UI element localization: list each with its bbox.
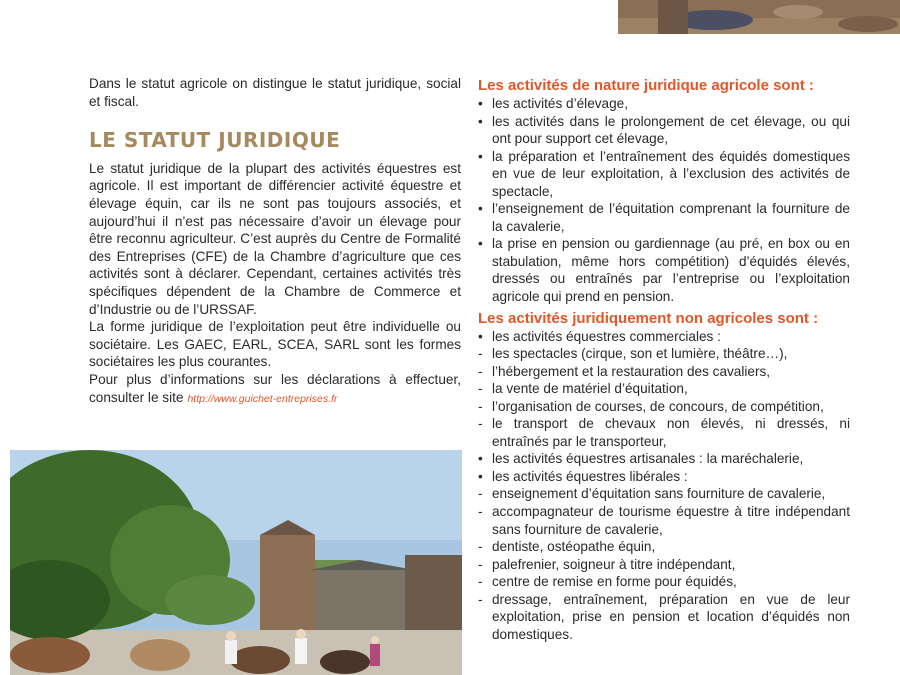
list-item <box>478 591 850 644</box>
list-marker: - <box>478 486 483 502</box>
list-marker: • <box>478 328 483 344</box>
list-item-text: enseignement d’équitation sans fourniture de cavalerie, <box>492 486 826 502</box>
list-marker: - <box>478 574 483 590</box>
list-item-text: la préparation et l’entraînement des équidés domestiques en vue de leur exploitation, à l’exclusion des activités de spectacle, <box>492 148 850 199</box>
list-item <box>478 503 850 538</box>
list-marker: • <box>478 451 483 467</box>
list-marker: • <box>478 236 483 252</box>
list-item-text: dentiste, ostéopathe équin, <box>492 539 656 555</box>
list-item-text: accompagnateur de tourisme équestre à titre indépendant sans fourniture de cavalerie, <box>492 504 850 537</box>
non-agricole-heading: Les activités juridiquement non agricoles sont : <box>478 309 819 327</box>
list-item-text: les activités équestres artisanales : la maréchalerie, <box>492 451 804 467</box>
list-marker: - <box>478 504 483 520</box>
paragraph-forme: La forme juridique de l’exploitation peut être individuelle ou sociétaire. Les GAEC, EARL, SCEA, SARL sont les formes sociétaires les plus courantes. <box>89 319 461 370</box>
list-marker: - <box>478 556 483 572</box>
list-item-text: l’organisation de courses, de concours, de compétition, <box>492 398 824 414</box>
list-item-text: la vente de matériel d’équitation, <box>492 381 688 397</box>
list-marker: - <box>478 416 483 432</box>
section-heading: LE STATUT JURIDIQUE <box>89 128 341 153</box>
list-item-text: les spectacles (cirque, son et lumière, théâtre…), <box>492 346 788 362</box>
left-column <box>89 75 461 408</box>
list-item <box>478 415 850 450</box>
infos-text: Pour plus d’informations sur les déclarations à effectuer, consulter le site <box>89 371 461 405</box>
list-item-text: les activités équestres libérales : <box>492 468 688 484</box>
top-photo <box>618 0 900 37</box>
list-marker: - <box>478 346 483 362</box>
list-item <box>478 538 850 556</box>
list-item <box>478 573 850 591</box>
list-item <box>478 450 850 468</box>
website-link[interactable]: http://www.guichet-entreprises.fr <box>187 392 338 405</box>
list-item <box>478 485 850 503</box>
list-marker: - <box>478 363 483 379</box>
list-item <box>478 148 850 201</box>
list-item-text: dressage, entraînement, préparation en vue de leur exploitation, prise en pension et location d’équidés non domestiques. <box>492 591 850 642</box>
non-agricole-list <box>478 328 850 644</box>
list-marker: - <box>478 539 483 555</box>
riding-photo <box>10 450 462 675</box>
list-item <box>478 235 850 305</box>
list-marker: • <box>478 201 483 217</box>
agricole-list <box>478 95 850 306</box>
list-item <box>478 113 850 148</box>
paragraph-infos <box>89 371 461 408</box>
list-item <box>478 200 850 235</box>
list-item <box>478 380 850 398</box>
list-item-text: centre de remise en forme pour équidés, <box>492 574 737 590</box>
list-marker: • <box>478 148 483 164</box>
list-marker: - <box>478 591 483 607</box>
list-marker: - <box>478 381 483 397</box>
list-item <box>478 95 850 113</box>
paragraph-statut: Le statut juridique de la plupart des activités équestres est agricole. Il est important de différencier activité équestre et élevage équin, car ils ne sont pas toujours associés, et aujourd’hui il n’est pas nécessaire d’avoir un élevage pour être reconnu agriculteur. C’est auprès du Centre de Formalité des Entreprises (CFE) de la Chambre d’agriculture que ces activités sont à déclarer. Cependant, certaines activités très spécifiques dépendent de la Chambre de Commerce et d’Industrie ou de l’URSSAF. <box>89 160 461 317</box>
list-item <box>478 345 850 363</box>
list-item <box>478 363 850 381</box>
list-marker: - <box>478 398 483 414</box>
list-item <box>478 328 850 346</box>
agricole-heading: Les activités de nature juridique agricole sont : <box>478 77 814 94</box>
list-item-text: les activités dans le prolongement de cet élevage, ou qui ont pour support cet élevage, <box>492 113 850 147</box>
list-item-text: la prise en pension ou gardiennage (au pré, en box ou en stabulation, même hors compétition) d’équidés élevés, dressés ou entraînés par l’entreprise ou l’exploitation agricole qui prend en pension. <box>492 236 850 305</box>
list-marker: • <box>478 113 483 129</box>
list-item-text: les activités d’élevage, <box>492 96 629 111</box>
list-marker: • <box>478 96 483 111</box>
list-marker: • <box>478 468 483 484</box>
list-item <box>478 398 850 416</box>
list-item <box>478 556 850 574</box>
list-item-text: le transport de chevaux non élevés, ni dressés, ni entraînés par le transporteur, <box>492 416 850 449</box>
list-item-text: l’hébergement et la restauration des cavaliers, <box>492 363 771 379</box>
list-item-text: l’enseignement de l’équitation comprenant la fourniture de la cavalerie, <box>492 201 850 234</box>
list-item <box>478 468 850 486</box>
list-item-text: palefrenier, soigneur à titre indépendant, <box>492 556 736 572</box>
right-column <box>478 77 850 643</box>
intro-text: Dans le statut agricole on distingue le statut juridique, social et fiscal. <box>89 76 461 109</box>
list-item-text: les activités équestres commerciales : <box>492 328 721 344</box>
